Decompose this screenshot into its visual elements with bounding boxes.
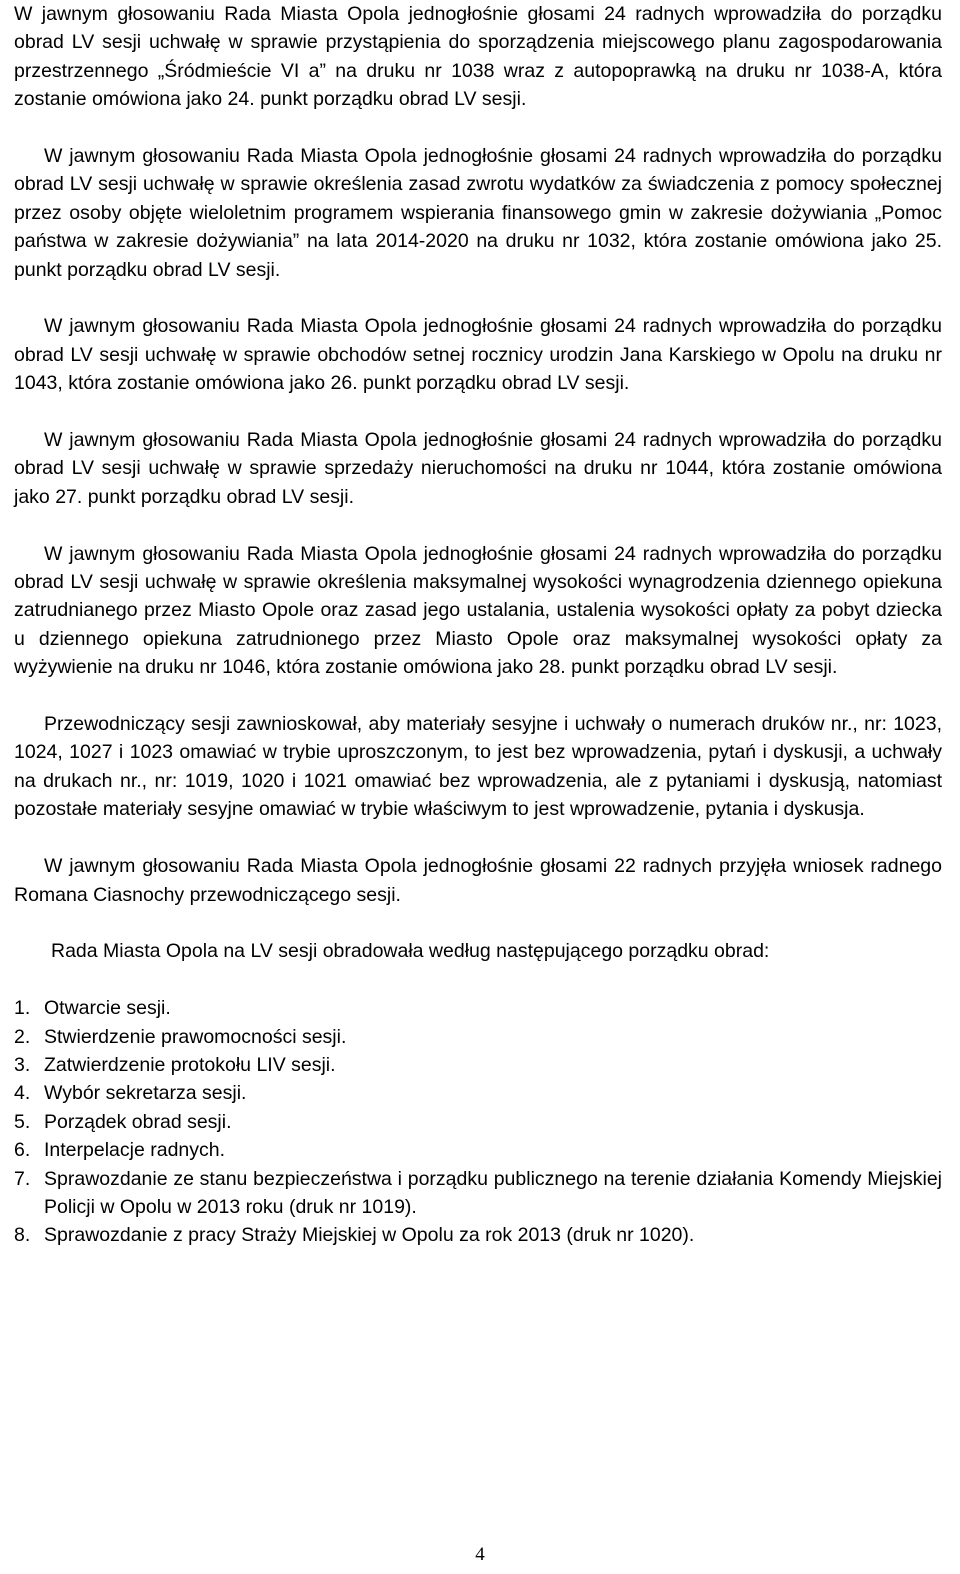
agenda-item-text: Stwierdzenie prawomocności sesji.: [44, 1025, 347, 1048]
paragraph-vote-1032: W jawnym głosowaniu Rada Miasta Opola jednogłośnie głosami 24 radnych wprowadziła do porządku obrad LV sesji uchwałę w sprawie określenia zasad zwrotu wydatków za świadczenia z pomocy społecznej przez osoby objęte wieloletnim programem wspierania finansowego gmin w zakresie dożywiania „Pomoc państwa w zakresie dożywiania” na lata 2014-2020 na druku nr 1032, która zostanie omówiona jako 25. punkt porządku obrad LV sesji.: [14, 145, 942, 281]
paragraph-gap: [14, 682, 942, 710]
agenda-item: [14, 994, 942, 1022]
paragraph-gap: [14, 824, 942, 852]
paragraph-vote-1043: W jawnym głosowaniu Rada Miasta Opola jednogłośnie głosami 24 radnych wprowadziła do porządku obrad LV sesji uchwałę w sprawie obchodów setnej rocznicy urodzin Jana Karskiego w Opolu na druku nr 1043, która zostanie omówiona jako 26. punkt porządku obrad LV sesji.: [14, 315, 942, 395]
agenda-item-text: Wybór sekretarza sesji.: [44, 1082, 247, 1105]
agenda-intro: Rada Miasta Opola na LV sesji obradowała według następującego porządku obrad:: [51, 940, 770, 963]
paragraph-gap: [14, 909, 942, 937]
agenda-item-text: Zatwierdzenie protokołu LIV sesji.: [44, 1053, 336, 1076]
agenda-item: [14, 1221, 942, 1249]
agenda-item-number: 4.: [14, 1082, 31, 1105]
agenda-item-number: 6.: [14, 1139, 31, 1162]
agenda-item-text: Porządek obrad sesji.: [44, 1110, 232, 1133]
paragraph-gap: [14, 398, 942, 426]
agenda-item: [14, 1023, 942, 1051]
agenda-item-number: 5.: [14, 1110, 31, 1133]
agenda-item-text: Sprawozdanie ze stanu bezpieczeństwa i porządku publicznego na terenie działania Komendy Miejskiej Policji w Opolu w 2013 roku (druk nr 1019).: [44, 1167, 942, 1218]
paragraph-motion: Przewodniczący sesji zawnioskował, aby materiały sesyjne i uchwały o numerach druków nr., nr: 1023, 1024, 1027 i 1023 omawiać w trybie uproszczonym, to jest bez wprowadzenia, pytań i dyskusji, a uchwały na drukach nr., nr: 1019, 1020 i 1021 omawiać bez wprowadzenia, ale z pytaniami i dyskusją, natomiast pozostałe materiały sesyjne omawiać w trybie właściwym to jest wprowadzenie, pytania i dyskusja.: [14, 713, 942, 821]
paragraph-gap: [14, 284, 942, 312]
agenda-item: [14, 1136, 942, 1164]
agenda-item: [14, 1108, 942, 1136]
agenda-item-number: 2.: [14, 1025, 31, 1048]
paragraph-gap: [14, 511, 942, 539]
agenda-item: [14, 1051, 942, 1079]
agenda-item: [14, 1079, 942, 1107]
agenda-list: [14, 994, 942, 1250]
agenda-item-text: Otwarcie sesji.: [44, 997, 171, 1020]
agenda-item-number: 7.: [14, 1167, 31, 1190]
paragraph-vote-1044: W jawnym głosowaniu Rada Miasta Opola jednogłośnie głosami 24 radnych wprowadziła do porządku obrad LV sesji uchwałę w sprawie sprzedaży nieruchomości na druku nr 1044, która zostanie omówiona jako 27. punkt porządku obrad LV sesji.: [14, 429, 942, 508]
paragraph-vote-1046: W jawnym głosowaniu Rada Miasta Opola jednogłośnie głosami 24 radnych wprowadziła do porządku obrad LV sesji uchwałę w sprawie określenia maksymalnej wysokości wynagrodzenia dziennego opiekuna zatrudnianego przez Miasto Opole oraz zasad jego ustalania, ustalenia wysokości opłaty za pobyt dziecka u dziennego opiekuna zatrudnionego przez Miasto Opole oraz maksymalnej wysokości opłaty za wyżywienie na druku nr 1046, która zostanie omówiona jako 28. punkt porządku obrad LV sesji.: [14, 542, 942, 679]
document-page: [14, 0, 942, 1250]
paragraph-vote-motion: W jawnym głosowaniu Rada Miasta Opola jednogłośnie głosami 22 radnych przyjęła wniosek radnego Romana Ciasnochy przewodniczącego sesji.: [14, 855, 942, 906]
agenda-item-number: 1.: [14, 997, 31, 1020]
agenda-item-number: 8.: [14, 1224, 31, 1247]
agenda-item: [14, 1165, 942, 1222]
agenda-item-text: Sprawozdanie z pracy Straży Miejskiej w Opolu za rok 2013 (druk nr 1020).: [44, 1224, 695, 1247]
agenda-item-number: 3.: [14, 1053, 31, 1076]
paragraph-vote-1038: W jawnym głosowaniu Rada Miasta Opola jednogłośnie głosami 24 radnych wprowadziła do porządku obrad LV sesji uchwałę w sprawie przystąpienia do sporządzenia miejscowego planu zagospodarowania przestrzennego „Śródmieście VI a” na druku nr 1038 wraz z autopoprawką na druku nr 1038-A, która zostanie omówiona jako 24. punkt porządku obrad LV sesji.: [14, 3, 942, 111]
agenda-item-text: Interpelacje radnych.: [44, 1139, 226, 1162]
paragraph-gap: [14, 114, 942, 142]
paragraph-gap: [14, 966, 942, 994]
page-number: 4: [475, 1544, 485, 1565]
